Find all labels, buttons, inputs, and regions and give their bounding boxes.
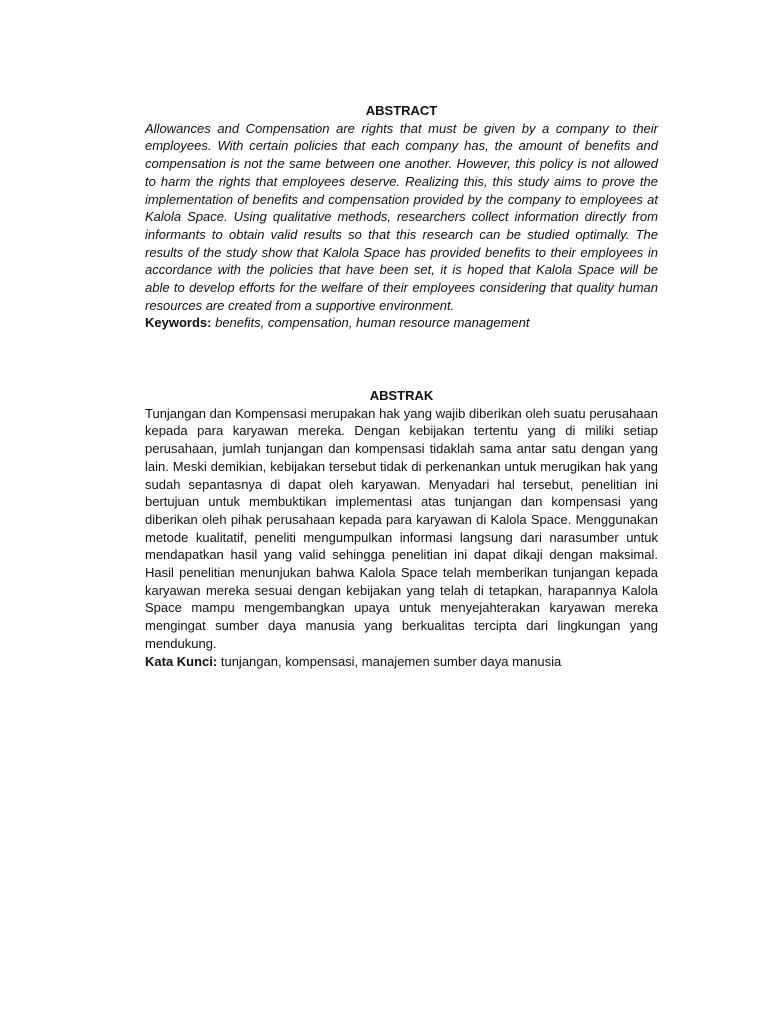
abstract-section (145, 102, 658, 332)
keywords-value: benefits, compensation, human resource management (215, 315, 530, 331)
abstract-body: Allowances and Compensation are rights that must be given by a company to their employees. With certain policies that each company has, the amount of benefits and compensation is not the same between one another. However, this policy is not allowed to harm the rights that employees deserve. Realizing this, this study aims to prove the implementation of benefits and compensation provided by the company to employees at Kalola Space. Using qualitative methods, researchers collect information directly from informants to obtain valid results so that this research can be studied optimally. The results of the study show that Kalola Space has provided benefits to their employees in accordance with the policies that have been set, it is hoped that Kalola Space will be able to develop efforts for the welfare of their employees considering that quality human resources are created from a supportive environment. (145, 120, 658, 313)
abstrak-heading: ABSTRAK (369, 388, 434, 403)
keywords-label: Keywords: (145, 315, 212, 331)
abstrak-keywords (145, 653, 658, 671)
abstract-keywords (145, 314, 658, 332)
abstrak-section (145, 387, 658, 670)
kata-kunci-value: tunjangan, kompensasi, manajemen sumber daya manusia (220, 653, 562, 669)
abstract-heading: ABSTRACT (365, 103, 438, 118)
abstrak-body: Tunjangan dan Kompensasi merupakan hak yang wajib diberikan oleh suatu perusahaan kepada para karyawan mereka. Dengan kebijakan tertentu yang di miliki setiap perusahaan, jumlah tunjangan dan kompensasi tidaklah sama antar satu dengan yang lain. Meski demikian, kebijakan tersebut tidak di perkenankan untuk merugikan hak yang sudah sepantasnya di dapat oleh karyawan. Menyadari hal tersebut, penelitian ini bertujuan untuk membuktikan implementasi atas tunjangan dan kompensasi yang diberikan oleh pihak perusahaan kepada para karyawan di Kalola Space. Menggunakan metode kualitatif, peneliti mengumpulkan informasi langsung dari narasumber untuk mendapatkan hasil yang valid sehingga penelitian ini dapat dikaji dengan maksimal. Hasil penelitian menunjukan bahwa Kalola Space telah memberikan tunjangan kepada karyawan mereka sesuai dengan kebijakan yang telah di tetapkan, harapannya Kalola Space mampu mengembangkan upaya untuk menyejahterakan karyawan mereka mengingat sumber daya manusia yang berkualitas tercipta dari lingkungan yang mendukung. (145, 405, 658, 651)
kata-kunci-label: Kata Kunci: (145, 653, 218, 669)
